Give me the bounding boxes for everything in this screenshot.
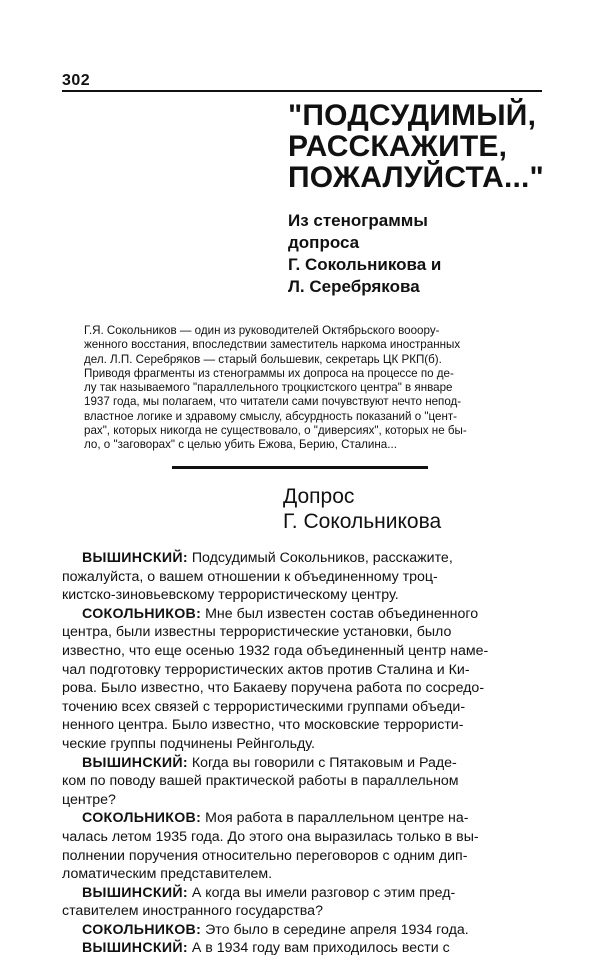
turn-line [62,549,542,568]
intro-line: властное логике и здравому смыслу, абсурдность показаний о "цент- [84,409,458,423]
turn-line [62,605,542,624]
turn-line: ком по поводу вашей практической работы в параллельном [62,773,459,790]
subtitle-line: Л. Серебрякова [288,277,420,296]
section-divider [172,466,428,469]
turn-line: ческие группы подчинены Рейнгольду. [62,735,315,752]
title-line: ПОЖАЛУЙСТА..." [288,161,544,194]
turn-line: пожалуйста, о вашем отношении к объединенному троц- [62,568,438,585]
turn-line: известно, что еще осенью 1932 года объединенный центр наме- [62,642,489,659]
turn-line: чалась летом 1935 года. До этого она выразилась только в вы- [62,828,479,845]
speaker-name: СОКОЛЬНИКОВ: [82,810,202,827]
subtitle-line: Из стенограммы [288,211,428,230]
article-title [288,100,578,193]
speech-text: Подсудимый Сокольников, расскажите, [191,550,453,566]
speaker-name: СОКОЛЬНИКОВ: [82,605,202,622]
speaker-name: ВЫШИНСКИЙ: [82,884,188,901]
subtitle-line: Г. Сокольникова и [288,255,442,274]
turn-line: центре? [62,791,116,808]
intro-line: Приводя фрагменты из стенограммы их допроса на процессе по де- [84,366,454,380]
page-number: 302 [62,72,91,89]
turn-line: ставителем иностранного государства? [62,903,323,920]
speech-text: А в 1934 году вам приходилось вести с [191,940,450,957]
title-line: "ПОДСУДИМЫЙ, [288,99,537,132]
article-subtitle [288,210,548,298]
speaker-name: СОКОЛЬНИКОВ: [82,921,202,938]
turn-line [62,921,542,940]
transcript-turn [62,549,542,605]
intro-text [62,324,542,453]
speaker-name: ВЫШИНСКИЙ: [82,550,188,566]
turn-line: точению всех связей с террористическими группами объеди- [62,698,466,715]
transcript-turn [62,939,542,958]
intro-line: дел. Л.П. Серебряков — старый большевик, секретарь ЦК РКП(б). [84,352,442,366]
turn-line: чал подготовку террористических актов против Сталина и Ки- [62,661,470,678]
transcript-turn [62,809,542,883]
speaker-name: ВЫШИНСКИЙ: [82,754,188,771]
turn-line [62,809,542,828]
intro-line: Г.Я. Сокольников — один из руководителей Октябрьского вооору- [84,324,440,337]
intro-paragraph [62,367,542,453]
turn-line [62,884,542,903]
section-title-line: Г. Сокольникова [283,510,442,533]
section-title-line: Допрос [283,485,355,508]
speech-text: А когда вы имели разговор с этим пред- [191,884,456,901]
speech-text: Моя работа в параллельном центре на- [205,810,469,827]
turn-line [62,939,542,958]
section-title [283,484,441,534]
intro-line: рах", которых никогда не существовало, о "диверсиях", которых не бы- [84,424,467,438]
intro-line: 1937 года, мы полагаем, что читатели сами почувствуют нечто непод- [84,395,462,409]
title-line: РАССКАЖИТЕ, [288,130,508,163]
speaker-name: ВЫШИНСКИЙ: [82,940,188,957]
turn-line [62,754,542,773]
transcript-turn [62,605,542,754]
transcript-turn [62,754,542,810]
turn-line: центра, были известны террористические установки, было [62,624,452,641]
turn-line: ломатическим представителем. [62,866,273,883]
turn-line: кистско-зиновьевскому террористическому центру. [62,587,399,604]
header-rule [62,90,542,92]
turn-line: рова. Было известно, что Бакаеву поручена работа по сосредо- [62,680,485,697]
subtitle-line: допроса [288,233,360,252]
transcript-turn [62,884,542,921]
transcript [62,549,542,958]
speech-text: Когда вы говорили с Пятаковым и Раде- [191,754,457,771]
speech-text: Мне был известен состав объединенного [205,605,479,622]
turn-line: ненного центра. Было известно, что московские террористи- [62,717,464,734]
transcript-turn [62,921,542,940]
intro-line: женного восстания, впоследствии заместитель наркома иностранных [84,338,461,352]
intro-line: ло, о "заговорах" с целью убить Ежова, Берию, Сталина... [84,438,397,452]
turn-line: полнении поручения относительно переговоров с одним дип- [62,847,468,864]
speech-text: Это было в середине апреля 1934 года. [205,921,469,938]
intro-line: лу так называемого "параллельного троцкистского центра" в январе [84,381,453,395]
intro-paragraph [62,324,542,367]
